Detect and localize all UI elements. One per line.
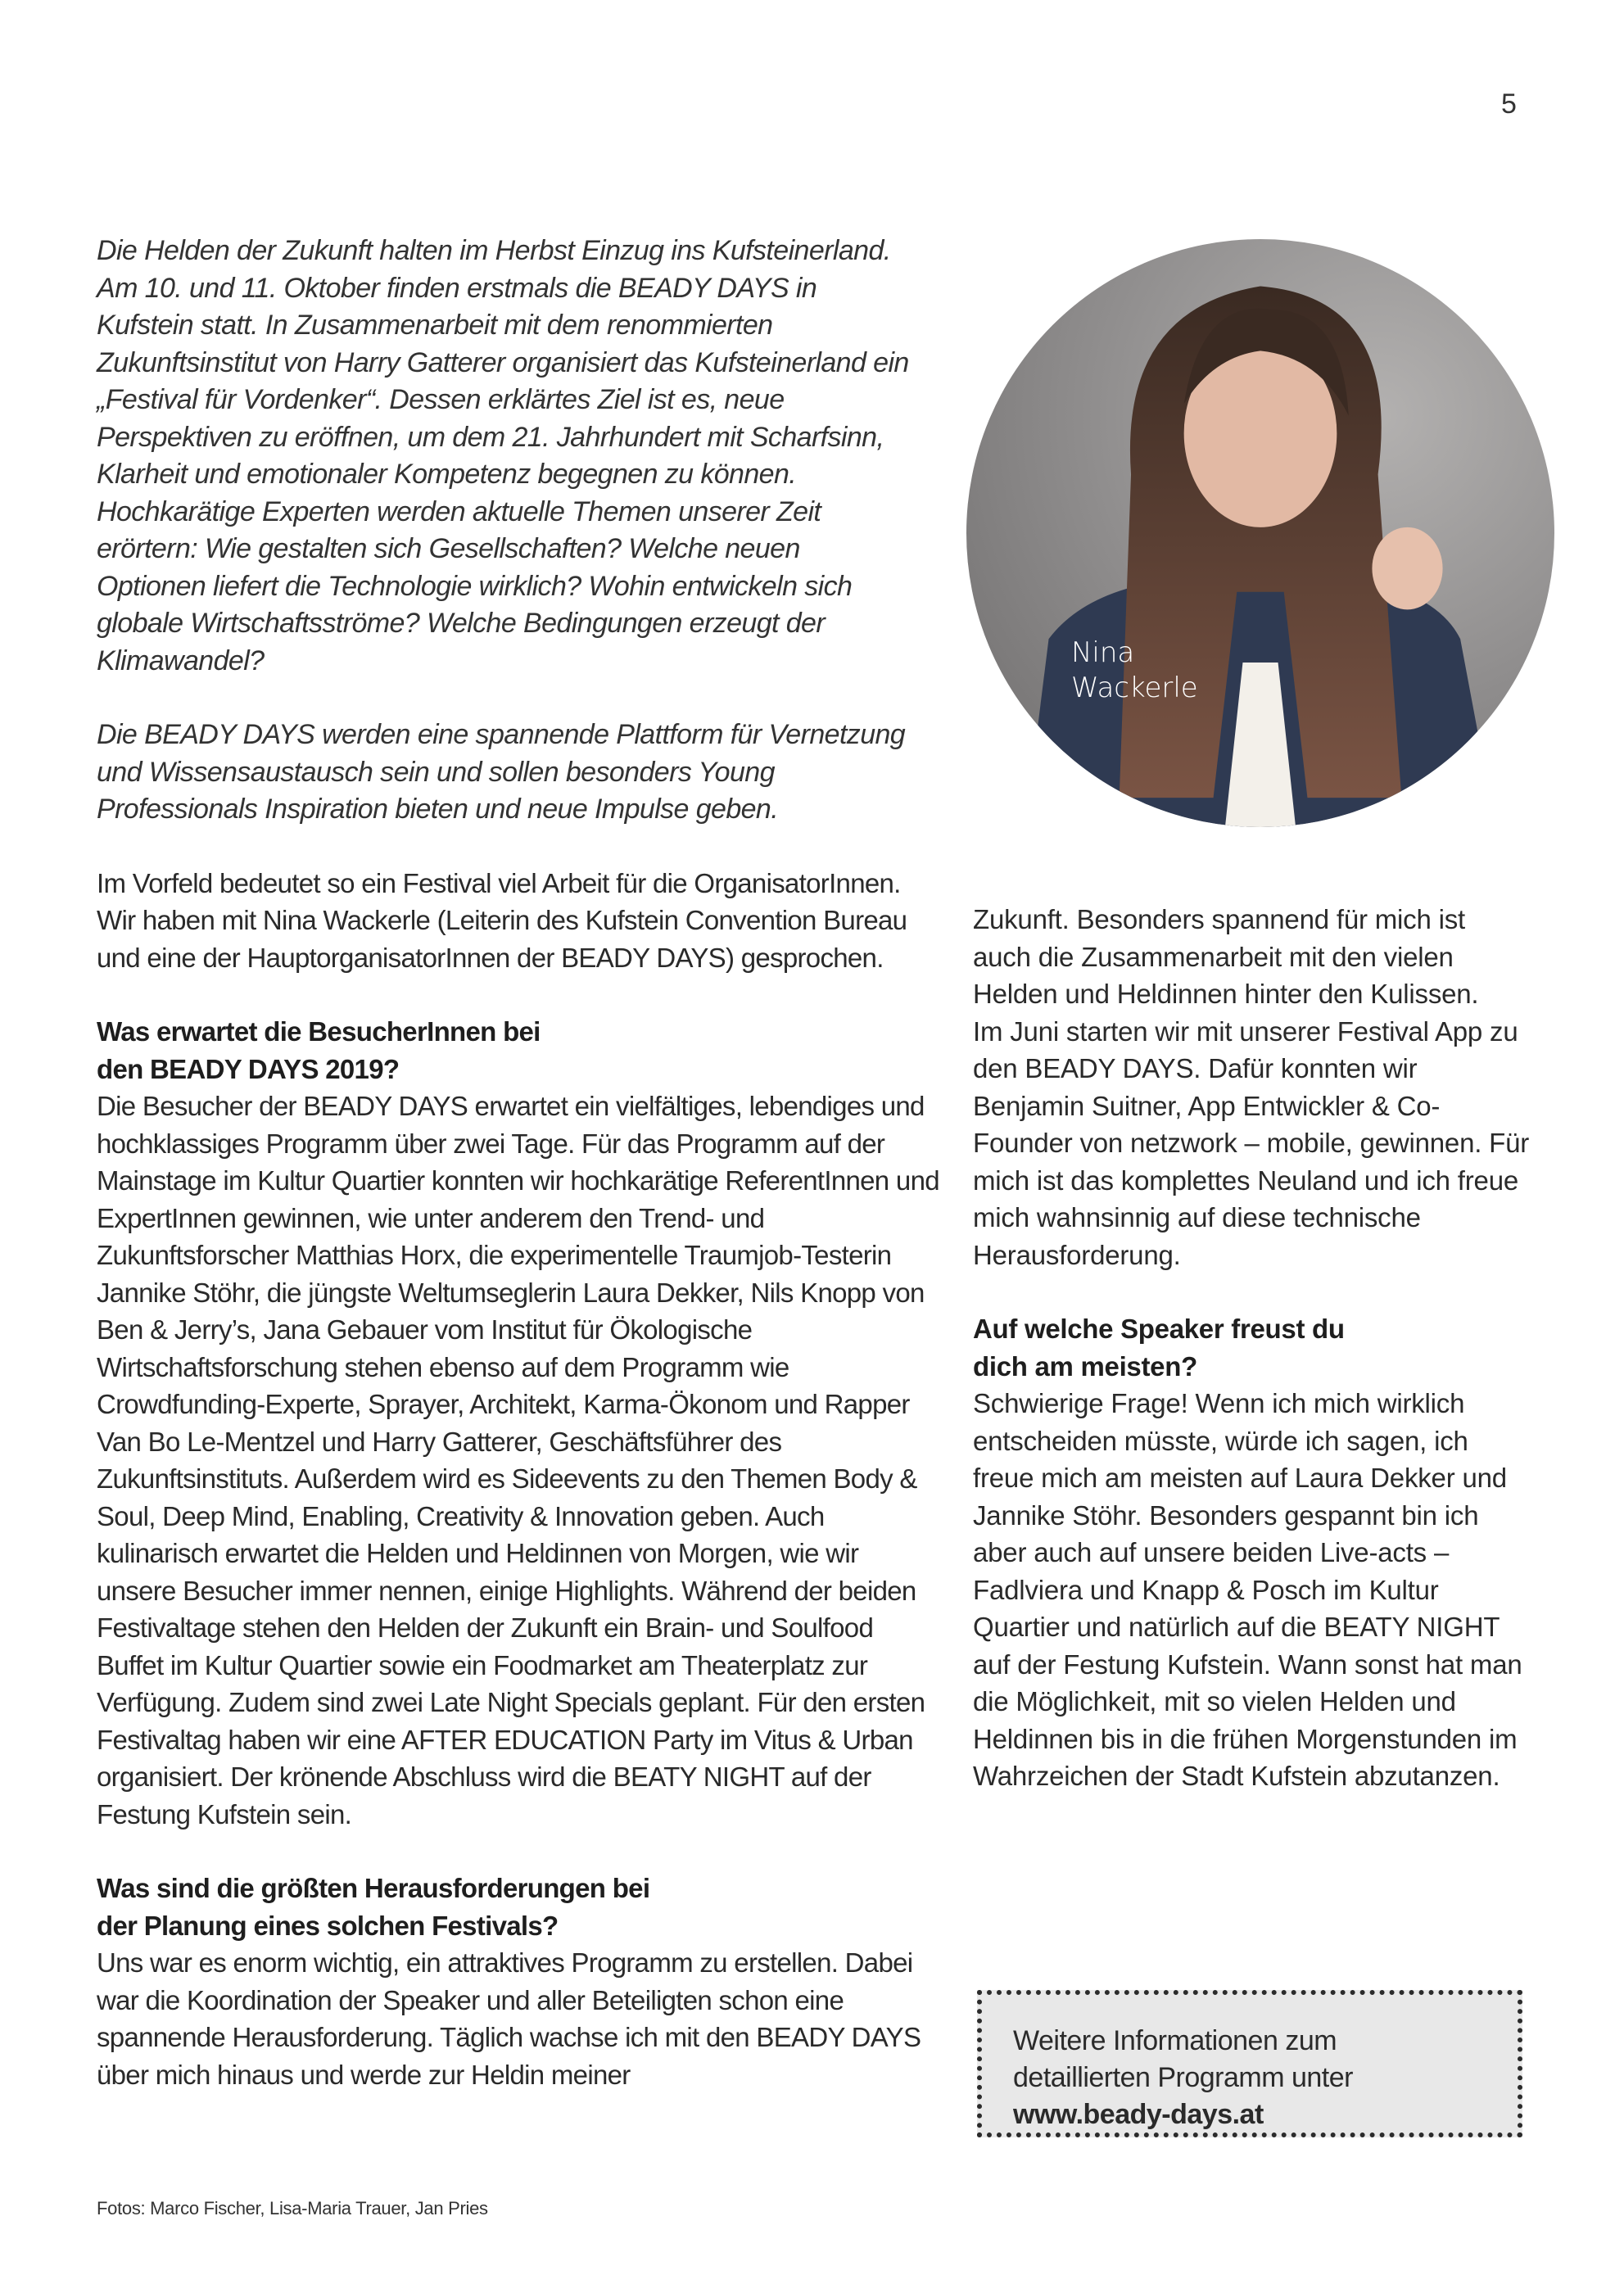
info-box (977, 1990, 1522, 2137)
caption-first-name: Nina (1071, 636, 1135, 669)
interview-answer: Uns war es enorm wichtig, ein attraktives Programm zu erstellen. Dabei war die Koordination der Speaker und aller Beteiligten schon eine spannende Herausforderung. Täglich wachse ich mit den BEADY DAYS über mich hinaus und werde zur Heldin meiner (97, 1947, 921, 2090)
photo-caption (1071, 635, 1198, 706)
website-link[interactable]: www.beady-days.at (1013, 2099, 1264, 2130)
interview-answer: Schwierige Frage! Wenn ich mich wirklich entscheiden müsste, würde ich sagen, ich freue mich am meisten auf Laura Dekker und Jannike Stöhr. Besonders gespannt bin ich aber auch auf unsere beiden Live-acts – Fadlviera und Knapp & Posch im Kultur Quartier und natürlich auf die BEATY NIGHT auf der Festung Kufstein. Wann sonst hat man die Möglichkeit, mit so vielen Helden und Heldinnen bis in die frühen Morgenstunden im Wahrzeichen der Stadt Kufstein abzutanzen. (973, 1388, 1522, 1791)
portrait-photo (966, 239, 1554, 827)
caption-last-name: Wackerle (1071, 672, 1198, 704)
page-number: 5 (1501, 88, 1517, 120)
portrait-illustration (966, 239, 1554, 827)
interview-question: Was erwartet die BesucherInnen bei den BEADY DAYS 2019? (97, 1016, 541, 1084)
lead-paragraph: Die Helden der Zukunft halten im Herbst Einzug ins Kufsteinerland. Am 10. und 11. Oktober finden erstmals die BEADY DAYS in Kufstein statt. In Zusammenarbeit mit dem renommierten Zukunftsinstitut von Harry Gatterer organisiert das Kufsteinerland ein „Festival für Vordenker“. Dessen erklärtes Ziel ist es, neue Perspektiven zu eröffnen, um dem 21. Jahrhundert mit Scharfsinn, Klarheit und emotionaler Kompetenz begegnen zu können. Hochkarätige Experten werden aktuelle Themen unserer Zeit erörtern: Wie gestalten sich Gesellschaften? Welche neuen Optionen liefert die Technologie wirklich? Wohin entwickeln sich globale Wirtschaftsströme? Welche Bedingungen erzeugt der Klimawandel? (97, 235, 909, 676)
photo-credits: Fotos: Marco Fischer, Lisa-Maria Trauer, Jan Pries (97, 2198, 488, 2218)
left-column (97, 233, 940, 2093)
right-column (973, 901, 1530, 1795)
interview-answer-continued: Zukunft. Besonders spannend für mich ist auch die Zusammenarbeit mit den vielen Helden und Heldinnen hinter den Kulissen. (973, 904, 1479, 1009)
interview-answer: Die Besucher der BEADY DAYS erwartet ein vielfältiges, lebendiges und hochklassiges Programm über zwei Tage. Für das Programm auf der Mainstage im Kultur Quartier konnten wir hochkarätige ReferentInnen und ExpertInnen gewinnen, wie unter anderem den Trend- und Zukunftsforscher Matthias Horx, die experimentelle Traumjob-Testerin Jannike Stöhr, die jüngste Weltumseglerin Laura Dekker, Nils Knopp von Ben & Jerry’s, Jana Gebauer vom Institut für Ökologische Wirtschaftsforschung stehen ebenso auf dem Programm wie Crowdfunding-Experte, Sprayer, Architekt, Karma-Ökonom und Rapper Van Bo Le-Mentzel und Harry Gatterer, Geschäftsführer des Zukunftsinstituts. Außerdem wird es Sideevents zu den Themen Body & Soul, Deep Mind, Enabling, Creativity & Innovation geben. Auch kulinarisch erwartet die Helden und Heldinnen von Morgen, wie wir unsere Besucher immer nennen, einige Highlights. Während der beiden Festivaltage stehen den Helden der Zukunft ein Brain- und Soulfood Buffet im Kultur Quartier sowie ein Foodmarket am Theaterplatz zur Verfügung. Zudem sind zwei Late Night Specials geplant. Für den ersten Festivaltag haben wir eine AFTER EDUCATION Party im Vitus & Urban organisiert. Der krönende Abschluss wird die BEATY NIGHT auf der Festung Kufstein sein. (97, 1091, 939, 1829)
info-box-content (1013, 2023, 1439, 2133)
interview-question: Was sind die größten Herausforderungen bei der Planung eines solchen Festivals? (97, 1873, 650, 1941)
interview-answer-continued: Im Juni starten wir mit unserer Festival App zu den BEADY DAYS. Dafür konnten wir Benjamin Suitner, App Entwickler & Co-Founder von netzwork – mobile, gewinnen. Für mich ist das komplettes Neuland und ich freue mich wahnsinnig auf diese technische Herausforderung. (973, 1015, 1530, 1270)
interview-question: Auf welche Speaker freust du dich am meisten? (973, 1314, 1345, 1382)
lead-paragraph: Die BEADY DAYS werden eine spannende Plattform für Vernetzung und Wissensaustausch sein und sollen besonders Young Professionals Inspiration bieten und neue Impulse geben. (97, 719, 906, 825)
info-box-text: Weitere Informationen zum detaillierten Programm unter (1013, 2025, 1353, 2093)
intro-paragraph: Im Vorfeld bedeutet so ein Festival viel Arbeit für die OrganisatorInnen. Wir haben mit Nina Wackerle (Leiterin des Kufstein Convention Bureau und eine der HauptorganisatorInnen der BEADY DAYS) gesprochen. (97, 867, 907, 973)
